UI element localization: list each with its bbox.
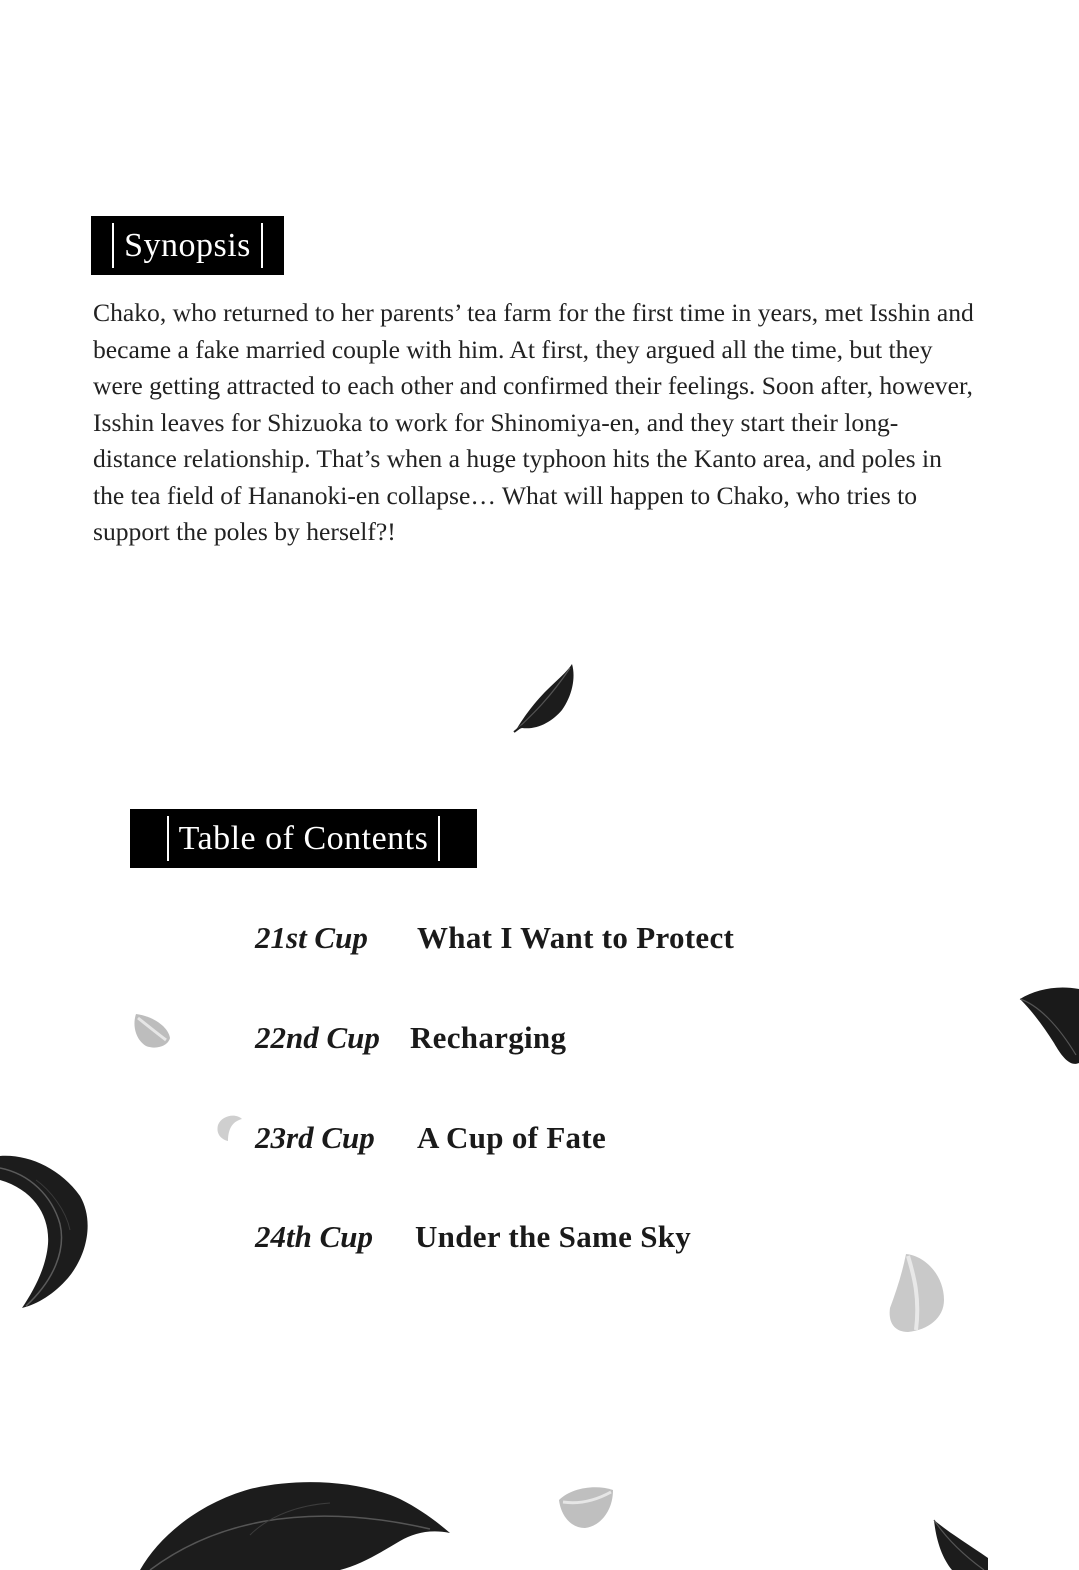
toc-entry-title: A Cup of Fate — [417, 1120, 607, 1155]
petal-icon — [886, 1252, 948, 1334]
petal-icon — [216, 1113, 244, 1143]
synopsis-heading-label: Synopsis — [124, 226, 251, 264]
petal-icon — [132, 1012, 174, 1050]
toc-heading-label: Table of Contents — [178, 819, 429, 857]
tea-leaf-icon — [928, 1518, 990, 1570]
toc-entry[interactable] — [255, 1219, 691, 1255]
tea-leaf-icon — [512, 660, 578, 734]
synopsis-heading — [91, 216, 284, 275]
toc-entry-title: What I Want to Protect — [417, 920, 735, 955]
tea-leaf-icon — [0, 1150, 90, 1310]
toc-entry[interactable] — [255, 920, 734, 956]
synopsis-text: Chako, who returned to her parents’ tea farm for the first time in years, met Isshin and became a fake married couple with him. At first, they argued all the time, but they were getting attracted to each other and confirmed their feelings. Soon after, however, Isshin leaves for Shizuoka to work for Shinomiya-en, and they start their long-distance relationship. That’s when a huge typhoon hits the Kanto area, and poles in the tea field of Hananoki-en collapse… What will happen to Chako, who tries to support the poles by herself?! — [93, 298, 974, 546]
toc-entry[interactable] — [255, 1020, 566, 1056]
petal-icon — [555, 1482, 617, 1530]
tea-leaf-icon — [130, 1475, 460, 1570]
toc-heading — [130, 809, 477, 868]
toc-entry-number: 21st Cup — [255, 920, 368, 955]
tea-leaf-icon — [1018, 985, 1079, 1070]
toc-entry-title: Recharging — [410, 1020, 567, 1055]
toc-entry-number: 24th Cup — [255, 1219, 374, 1254]
toc-entry-number: 22nd Cup — [255, 1020, 380, 1055]
toc-entry[interactable] — [255, 1120, 606, 1156]
heading-right-bar — [438, 816, 440, 861]
toc-entry-number: 23rd Cup — [255, 1120, 375, 1155]
toc-entry-title: Under the Same Sky — [415, 1219, 692, 1254]
heading-right-bar — [261, 223, 263, 268]
